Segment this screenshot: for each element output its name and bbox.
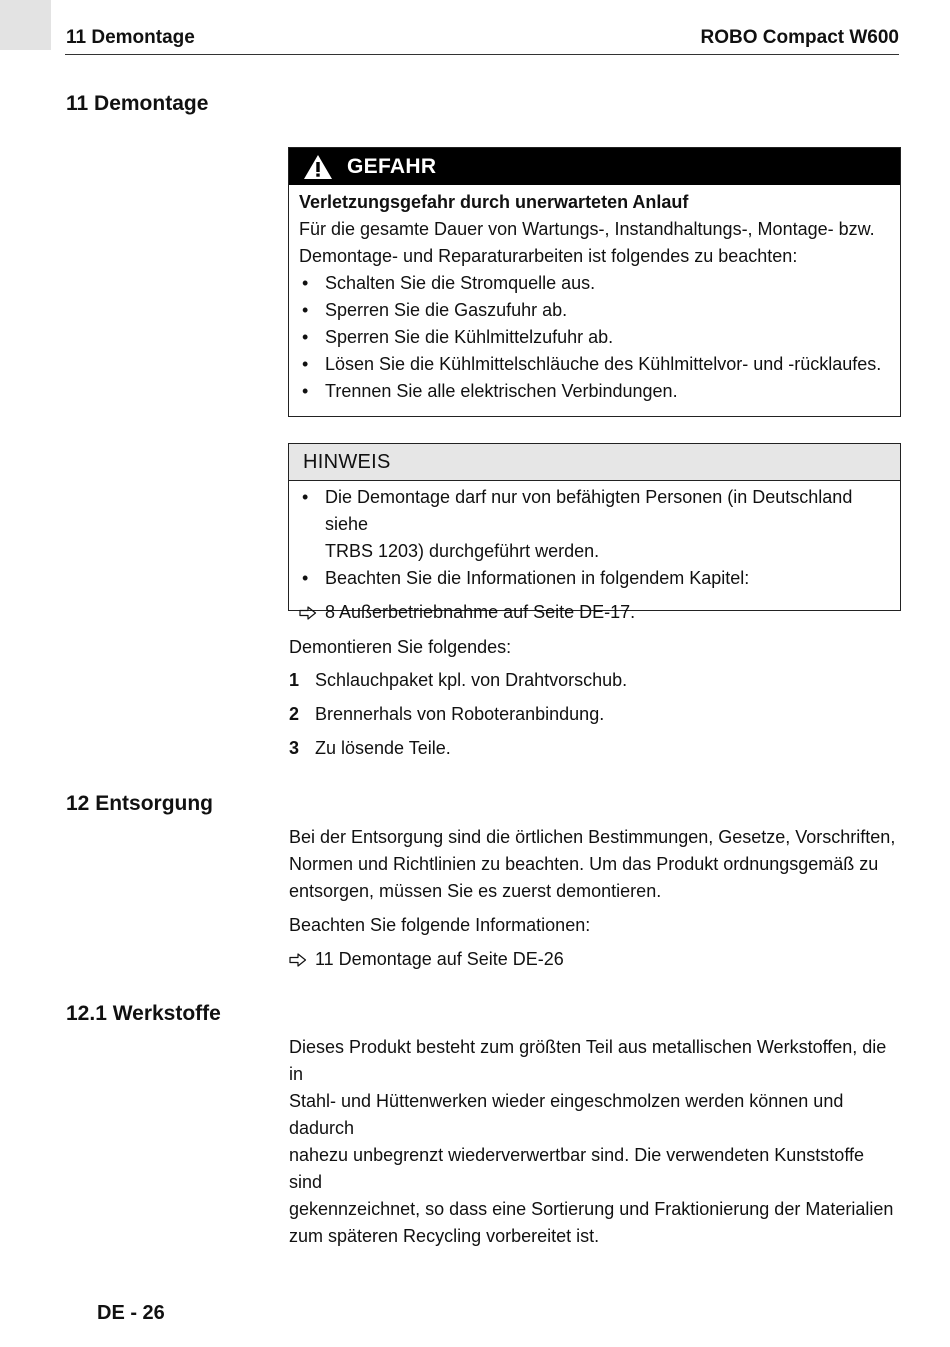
danger-text-line: Für die gesamte Dauer von Wartungs-, Instandhaltungs-, Montage- bzw. — [299, 219, 875, 239]
list-item: • Sperren Sie die Kühlmittelzufuhr ab. — [302, 327, 614, 347]
werkstoffe-paragraph: Dieses Produkt besteht zum größten Teil aus metallischen Werkstoffen, die in Stahl- und Hüttenwerken wieder eingeschmolzen werden können und dadurch nahezu unbegrenzt wiederverwertbar sind. Die verwendeten Kunststoffe sind gekennzeichnet, so dass eine Sortierung und Fraktionierung der Materialien zum späteren Recycling vorbereitet ist. — [289, 1037, 894, 1246]
warning-triangle-icon — [303, 154, 333, 180]
note-header: HINWEIS — [289, 444, 900, 481]
arrow-right-icon — [289, 953, 307, 967]
list-item: • Beachten Sie die Informationen in folgendem Kapitel: — [302, 568, 750, 588]
header-product: ROBO Compact W600 — [700, 27, 899, 48]
arrow-right-icon — [299, 606, 317, 620]
demontage-intro: Demontieren Sie folgendes: — [289, 637, 512, 657]
list-item: 2 Brennerhals von Roboteranbindung. — [289, 704, 605, 724]
danger-text-line: Demontage- und Reparaturarbeiten ist folgendes zu beachten: — [299, 246, 798, 266]
list-item: 1 Schlauchpaket kpl. von Drahtvorschub. — [289, 670, 628, 690]
danger-label: GEFAHR — [347, 154, 437, 178]
note-content — [289, 481, 900, 626]
danger-content — [289, 185, 900, 405]
danger-header — [289, 148, 900, 185]
list-item: 3 Zu lösende Teile. — [289, 738, 451, 758]
heading-werkstoffe: 12.1 Werkstoffe — [66, 1002, 221, 1025]
list-item: • Sperren Sie die Gaszufuhr ab. — [302, 300, 568, 320]
danger-title: Verletzungsgefahr durch unerwarteten Anlauf — [299, 192, 689, 212]
heading-demontage: 11 Demontage — [66, 92, 209, 115]
heading-entsorgung: 12 Entsorgung — [66, 792, 214, 815]
note-bullet-list — [299, 484, 890, 592]
list-item: • Die Demontage darf nur von befähigten Personen (in Deutschland siehe TRBS 1203) durchgeführt werden. — [302, 487, 853, 561]
note-reference-link[interactable]: 8 Außerbetriebnahme auf Seite DE-17. — [299, 599, 890, 626]
danger-bullet-list — [299, 270, 890, 405]
header-chapter: 11 Demontage — [66, 27, 195, 48]
entsorgung-reference-link[interactable]: 11 Demontage auf Seite DE-26 — [289, 946, 564, 973]
danger-box — [288, 147, 901, 417]
list-item: • Schalten Sie die Stromquelle aus. — [302, 273, 596, 293]
page-number: DE - 26 — [97, 1302, 165, 1324]
entsorgung-info: Beachten Sie folgende Informationen: — [289, 915, 591, 935]
corner-tab — [0, 0, 51, 50]
header-divider — [65, 54, 899, 55]
note-box — [288, 443, 901, 622]
entsorgung-paragraph: Bei der Entsorgung sind die örtlichen Bestimmungen, Gesetze, Vorschriften, Normen und Richtlinien zu beachten. Um das Produkt ordnungsgemäß zu entsorgen, müssen Sie es zuerst demontieren. — [289, 827, 896, 901]
list-item: • Trennen Sie alle elektrischen Verbindungen. — [302, 381, 678, 401]
list-item: • Lösen Sie die Kühlmittelschläuche des Kühlmittelvor- und -rücklaufes. — [302, 354, 882, 374]
